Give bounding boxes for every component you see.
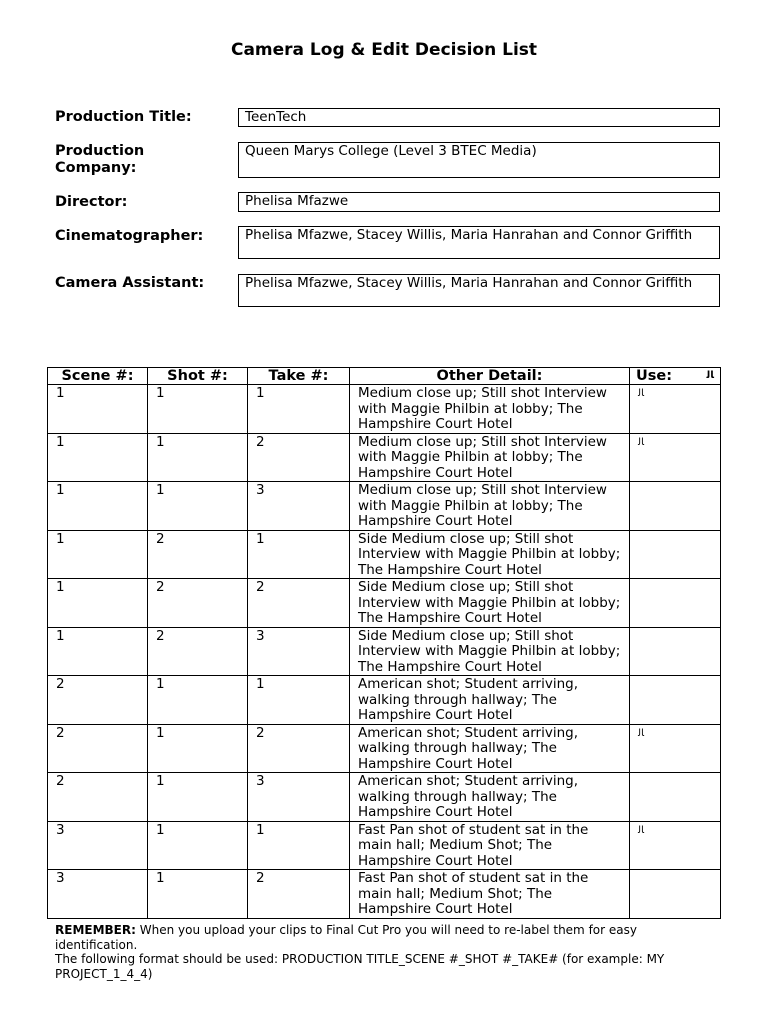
shot-cell: 1 bbox=[148, 482, 248, 531]
use-cell bbox=[630, 870, 721, 919]
detail-cell: Side Medium close up; Still shot Interview with Maggie Philbin at lobby; The Hampshire Court Hotel bbox=[350, 579, 630, 628]
table-row bbox=[48, 870, 721, 919]
scene-header: Scene #: bbox=[48, 368, 148, 385]
scene-cell: 1 bbox=[48, 385, 148, 434]
use-cell: ﺎﻟ bbox=[630, 385, 721, 434]
use-header-mark: ﺎﻟ bbox=[706, 370, 714, 381]
production-company-value: Queen Marys College (Level 3 BTEC Media) bbox=[238, 142, 720, 178]
use-cell: ﺎﻟ bbox=[630, 724, 721, 773]
detail-header: Other Detail: bbox=[350, 368, 630, 385]
camera-assistant-value: Phelisa Mfazwe, Stacey Willis, Maria Hanrahan and Connor Griffith bbox=[238, 274, 720, 307]
table-row bbox=[48, 724, 721, 773]
use-cell: ﺎﻟ bbox=[630, 821, 721, 870]
shot-cell: 1 bbox=[148, 676, 248, 725]
take-cell: 3 bbox=[248, 482, 350, 531]
shot-cell: 1 bbox=[148, 773, 248, 822]
cinematographer-label: Cinematographer: bbox=[55, 228, 204, 244]
detail-cell: Medium close up; Still shot Interview with Maggie Philbin at lobby; The Hampshire Court Hotel bbox=[350, 433, 630, 482]
shot-cell: 1 bbox=[148, 385, 248, 434]
remember-text: When you upload your clips to Final Cut Pro you will need to re-label them for easy identification. bbox=[55, 923, 637, 952]
remember-label: REMEMBER: bbox=[55, 923, 136, 937]
use-cell: ﺎﻟ bbox=[630, 433, 721, 482]
detail-cell: Fast Pan shot of student sat in the main hall; Medium Shot; The Hampshire Court Hotel bbox=[350, 870, 630, 919]
take-cell: 2 bbox=[248, 870, 350, 919]
director-value: Phelisa Mfazwe bbox=[238, 192, 720, 212]
take-cell: 2 bbox=[248, 579, 350, 628]
take-cell: 1 bbox=[248, 676, 350, 725]
use-cell bbox=[630, 627, 721, 676]
use-cell bbox=[630, 773, 721, 822]
scene-cell: 2 bbox=[48, 676, 148, 725]
take-cell: 1 bbox=[248, 530, 350, 579]
scene-cell: 2 bbox=[48, 724, 148, 773]
table-row bbox=[48, 773, 721, 822]
footer-note bbox=[55, 923, 715, 981]
table-row bbox=[48, 530, 721, 579]
scene-cell: 1 bbox=[48, 482, 148, 531]
use-cell bbox=[630, 530, 721, 579]
detail-cell: Medium close up; Still shot Interview with Maggie Philbin at lobby; The Hampshire Court Hotel bbox=[350, 482, 630, 531]
cinematographer-value: Phelisa Mfazwe, Stacey Willis, Maria Hanrahan and Connor Griffith bbox=[238, 226, 720, 259]
take-cell: 3 bbox=[248, 627, 350, 676]
take-cell: 2 bbox=[248, 724, 350, 773]
use-cell bbox=[630, 482, 721, 531]
use-cell bbox=[630, 676, 721, 725]
table-row bbox=[48, 385, 721, 434]
scene-cell: 1 bbox=[48, 433, 148, 482]
take-cell: 3 bbox=[248, 773, 350, 822]
scene-cell: 2 bbox=[48, 773, 148, 822]
shot-cell: 2 bbox=[148, 530, 248, 579]
table-row bbox=[48, 821, 721, 870]
scene-cell: 1 bbox=[48, 530, 148, 579]
detail-cell: Medium close up; Still shot Interview with Maggie Philbin at lobby; The Hampshire Court Hotel bbox=[350, 385, 630, 434]
detail-cell: Side Medium close up; Still shot Interview with Maggie Philbin at lobby; The Hampshire Court Hotel bbox=[350, 627, 630, 676]
take-cell: 2 bbox=[248, 433, 350, 482]
shot-cell: 1 bbox=[148, 433, 248, 482]
production-company-label: Production Company: bbox=[55, 143, 145, 176]
production-title-value: TeenTech bbox=[238, 108, 720, 127]
take-cell: 1 bbox=[248, 821, 350, 870]
use-header-label: Use: bbox=[636, 368, 673, 384]
take-header: Take #: bbox=[248, 368, 350, 385]
production-title-label: Production Title: bbox=[55, 109, 192, 125]
shot-cell: 1 bbox=[148, 821, 248, 870]
table-row bbox=[48, 627, 721, 676]
detail-cell: American shot; Student arriving, walking through hallway; The Hampshire Court Hotel bbox=[350, 724, 630, 773]
page-title: Camera Log & Edit Decision List bbox=[230, 40, 538, 60]
scene-cell: 1 bbox=[48, 579, 148, 628]
remember-note bbox=[55, 923, 715, 952]
shot-header: Shot #: bbox=[148, 368, 248, 385]
camera-log-table bbox=[47, 367, 721, 919]
detail-cell: American shot; Student arriving, walking through hallway; The Hampshire Court Hotel bbox=[350, 676, 630, 725]
use-cell bbox=[630, 579, 721, 628]
table-row bbox=[48, 433, 721, 482]
scene-cell: 1 bbox=[48, 627, 148, 676]
scene-cell: 3 bbox=[48, 821, 148, 870]
scene-cell: 3 bbox=[48, 870, 148, 919]
detail-cell: Side Medium close up; Still shot Interview with Maggie Philbin at lobby; The Hampshire Court Hotel bbox=[350, 530, 630, 579]
take-cell: 1 bbox=[248, 385, 350, 434]
format-note: The following format should be used: PRODUCTION TITLE_SCENE #_SHOT #_TAKE# (for example: MY PROJECT_1_4_4) bbox=[55, 952, 665, 981]
camera-assistant-label: Camera Assistant: bbox=[55, 275, 205, 291]
table-row bbox=[48, 482, 721, 531]
table-header-row bbox=[48, 368, 721, 385]
shot-cell: 1 bbox=[148, 870, 248, 919]
detail-cell: American shot; Student arriving, walking through hallway; The Hampshire Court Hotel bbox=[350, 773, 630, 822]
table-row bbox=[48, 676, 721, 725]
use-header bbox=[630, 368, 721, 385]
shot-cell: 1 bbox=[148, 724, 248, 773]
director-label: Director: bbox=[55, 194, 128, 210]
shot-cell: 2 bbox=[148, 579, 248, 628]
detail-cell: Fast Pan shot of student sat in the main hall; Medium Shot; The Hampshire Court Hotel bbox=[350, 821, 630, 870]
table-row bbox=[48, 579, 721, 628]
shot-cell: 2 bbox=[148, 627, 248, 676]
